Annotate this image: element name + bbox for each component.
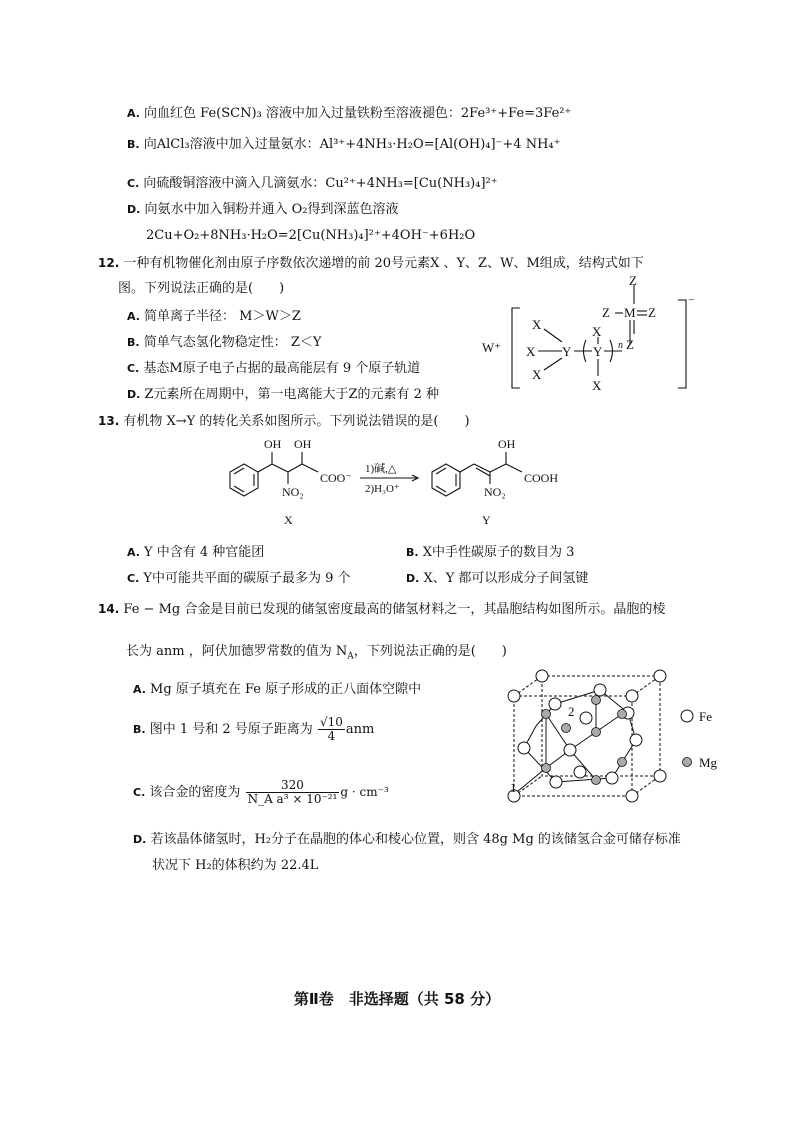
atom-z: Z: [626, 337, 634, 352]
stem-text: ，下列说法正确的是( ): [353, 644, 507, 659]
option-text: X中手性碳原子的数目为 3: [422, 545, 575, 560]
fe-legend-label: Fe: [699, 709, 712, 724]
fraction-denominator: N_A a³ × 10⁻²¹: [247, 792, 338, 806]
fraction-numerator: √10: [319, 715, 343, 729]
question-number: 14.: [98, 602, 120, 616]
section-title: 第Ⅱ卷 非选择题（共 58 分）: [293, 990, 501, 1008]
option-text: Z元素所在周期中，第一电离能大于Z的元素有 2 种: [144, 387, 440, 402]
option-label: D.: [133, 833, 147, 846]
label-oh: OH: [498, 437, 516, 451]
option-label: A.: [127, 310, 140, 323]
q11-equation: 2Cu+O₂+8NH₃·H₂O=2[Cu(NH₃)₄]²⁺+4OH⁻+6H₂O: [146, 228, 476, 243]
option-label: C.: [133, 786, 146, 799]
atom-2-label: 2: [568, 704, 575, 719]
label-no2: NO₂: [282, 485, 304, 499]
q12-option-b: [127, 335, 321, 351]
option-label: A.: [133, 683, 146, 696]
q11-option-d: [127, 202, 398, 218]
atom-m: M: [624, 305, 636, 320]
option-label: B.: [127, 138, 140, 151]
compound-x-label: X: [284, 513, 293, 527]
q13-option-c: [127, 571, 351, 587]
option-text: 该合金的密度为: [149, 785, 241, 800]
anion-charge: ⁻: [688, 294, 695, 309]
option-label: A.: [127, 107, 140, 120]
stem-text: 长为 anm ，阿伏加德罗常数的值为 N: [126, 644, 348, 659]
option-label: D.: [127, 203, 141, 216]
option-label: D.: [406, 572, 420, 585]
q14-option-b: [133, 712, 374, 748]
q13-option-a: [127, 545, 264, 561]
q11-option-a: [127, 106, 571, 122]
q14-crystal-cell-diagram: [500, 668, 740, 808]
atom-x: X: [532, 317, 542, 332]
q14-option-a: [133, 682, 421, 698]
q14-stem-line2: [126, 644, 507, 665]
label-coo: COO⁻: [320, 471, 352, 485]
compound-y-label: Y: [482, 513, 491, 527]
fraction: [246, 779, 340, 806]
q12-stem-line1: [98, 255, 644, 272]
option-label: C.: [127, 177, 140, 190]
fraction: [318, 716, 345, 743]
option-text: g · cm⁻³: [340, 785, 389, 799]
option-text: Y 中含有 4 种官能团: [144, 545, 265, 560]
q12-option-d: [127, 387, 439, 403]
atom-z: Z: [629, 273, 637, 288]
condition-2: 2)H₃O⁺: [365, 483, 400, 495]
q12-option-c: [127, 361, 420, 377]
q12-stem-line2: 图。下列说法正确的是( ): [118, 281, 285, 296]
option-text: 向硫酸铜溶液中滴入几滴氨水：Cu²⁺+4NH₃=[Cu(NH₃)₄]²⁺: [143, 176, 498, 191]
stem-text: 一种有机物催化剂由原子序数依次递增的前 20号元素X 、Y、Z、W、M组成，结构式如下: [123, 256, 644, 271]
option-label: D.: [127, 388, 141, 401]
q14-option-c: [133, 774, 389, 811]
fraction-numerator: 320: [246, 779, 340, 793]
option-text: 向AlCl₃溶液中加入过量氨水：Al³⁺+4NH₃·H₂O=[Al(OH)₄]⁻+4 NH₄⁺: [143, 137, 561, 152]
atom-x: X: [526, 344, 536, 359]
q12-structure-diagram: [480, 272, 710, 398]
fe-legend-icon: [681, 710, 693, 722]
stem-text: 有机物 X→Y 的转化关系如图所示。下列说法错误的是( ): [123, 414, 470, 429]
option-label: B.: [133, 723, 146, 736]
option-text: 简单气态氢化物稳定性： Z＜Y: [143, 335, 322, 350]
q14-option-d-line1: [133, 832, 681, 848]
atom-z: Z: [602, 305, 610, 320]
question-number: 13.: [98, 414, 120, 428]
label-oh: OH: [294, 437, 312, 451]
atom-x: X: [592, 378, 602, 393]
q11-option-c: [127, 176, 498, 192]
option-text: Y中可能共平面的碳原子最多为 9 个: [143, 571, 351, 586]
option-text: anm: [345, 722, 375, 737]
option-label: C.: [127, 572, 140, 585]
option-text: 简单离子半径： M＞W＞Z: [144, 309, 301, 324]
atom-x: X: [592, 324, 602, 339]
atom-y: Y: [562, 344, 572, 359]
stem-text: Fe − Mg 合金是目前已发现的储氢密度最高的储氢材料之一，其晶胞结构如图所示。晶胞的棱: [123, 602, 666, 617]
subscript: A: [347, 651, 354, 662]
option-label: C.: [127, 362, 140, 375]
atom-z: Z: [648, 305, 656, 320]
q13-option-d: [406, 571, 588, 587]
q11-option-b: [127, 137, 561, 153]
option-label: B.: [406, 546, 419, 559]
atom-x: X: [532, 367, 542, 382]
mg-legend-label: Mg: [699, 755, 718, 770]
q14-option-d-line2: 状况下 H₂的体积约为 22.4L: [152, 858, 319, 873]
q13-option-b: [406, 545, 574, 561]
atom-y: Y: [593, 344, 603, 359]
option-text: X、Y 都可以形成分子间氢键: [423, 571, 589, 586]
label-oh: OH: [264, 437, 282, 451]
mg-legend-icon: [683, 758, 692, 767]
q13-stem: [98, 413, 470, 430]
cation-w: W⁺: [482, 340, 502, 355]
fraction-denominator: 4: [327, 729, 336, 743]
condition-1: 1)碱,△: [365, 463, 397, 475]
q12-option-a: [127, 309, 301, 325]
atom-1-label: 1: [510, 780, 517, 795]
option-text: 基态M原子电子占据的最高能层有 9 个原子轨道: [143, 361, 421, 376]
label-no2: NO₂: [484, 485, 506, 499]
option-text: 向血红色 Fe(SCN)₃ 溶液中加入过量铁粉至溶液褪色：2Fe³⁺+Fe=3Fe²⁺: [144, 106, 572, 121]
option-label: A.: [127, 546, 140, 559]
option-text: 图中 1 号和 2 号原子距离为: [149, 722, 313, 737]
option-label: B.: [127, 336, 140, 349]
option-text: Mg 原子填充在 Fe 原子形成的正八面体空隙中: [150, 682, 422, 697]
subscript-n: n: [618, 340, 623, 351]
q14-stem-line1: [98, 601, 665, 618]
question-number: 12.: [98, 256, 120, 270]
q13-reaction-scheme: [210, 434, 590, 530]
option-text: 若该晶体储氢时，H₂分子在晶胞的体心和棱心位置，则含 48g Mg 的该储氢合金可储存标准: [150, 832, 681, 847]
option-text: 向氨水中加入铜粉并通入 O₂得到深蓝色溶液: [144, 202, 399, 217]
label-cooh: COOH: [524, 471, 559, 485]
